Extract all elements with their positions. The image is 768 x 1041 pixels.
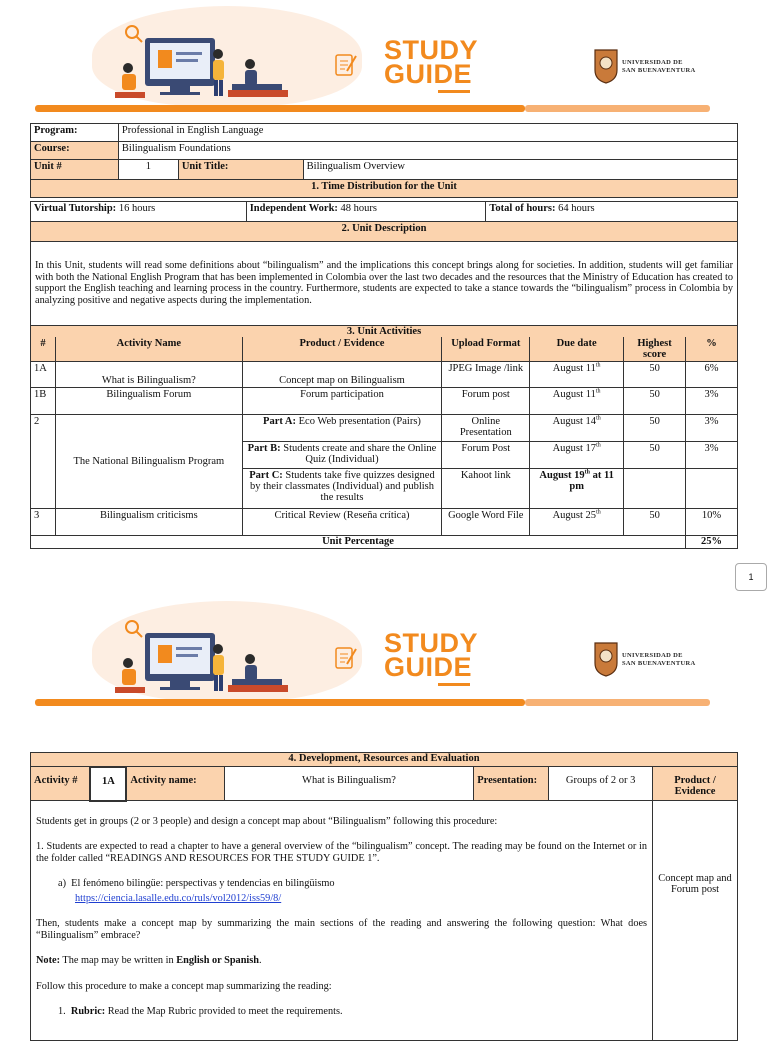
unit-title-label: Unit Title: [178, 160, 303, 180]
activity-score-empty [624, 469, 686, 509]
development-body [31, 801, 653, 1041]
activity-percent: 10% [686, 509, 738, 536]
activity-format: Forum Post [442, 442, 530, 469]
due-date-text: August 14 [552, 416, 597, 427]
activity-product: Forum participation [242, 388, 442, 415]
due-date-text: August 11 [552, 389, 596, 400]
activity-name-value: What is Bilingualism? [224, 767, 474, 801]
study-title: STUDY [384, 628, 479, 658]
activity-percent: 3% [686, 388, 738, 415]
activity-number-value: 1A [90, 767, 126, 801]
activity-percent-empty [686, 469, 738, 509]
table-row [31, 388, 738, 415]
col-header-activity: Activity Name [55, 337, 242, 362]
activity-due [530, 415, 624, 442]
study-illustration-icon [110, 613, 300, 699]
due-date-suffix: th [596, 442, 601, 449]
activity-product-part-a [242, 415, 442, 442]
virtual-tutorship-cell [31, 202, 247, 222]
activity-name: The National Bilingualism Program [55, 415, 242, 509]
col-header-format: Upload Format [442, 337, 530, 362]
program-info-table [30, 123, 738, 198]
col-header-score: Highest score [624, 337, 686, 362]
independent-work-cell [246, 202, 486, 222]
reading-item-marker: a) [58, 878, 66, 889]
part-c-label: Part C: [249, 470, 283, 481]
activity-format: Forum post [442, 388, 530, 415]
due-date-text: August 17 [552, 443, 597, 454]
col-header-product: Product / Evidence [242, 337, 442, 362]
page-header-2 [0, 595, 768, 710]
due-date-suffix: th [584, 469, 590, 476]
page-header [0, 0, 768, 115]
development-heading: 4. Development, Resources and Evaluation [31, 753, 738, 767]
rubric-label: Rubric: [70, 1006, 106, 1017]
title-underline [438, 90, 470, 93]
note-bold: English or Spanish [176, 955, 260, 966]
part-a-text: Eco Web presentation (Pairs) [296, 416, 421, 427]
due-date-suffix: th [596, 415, 601, 422]
note-label: Note: [36, 955, 61, 966]
activity-product-part-c [242, 469, 442, 509]
activity-score: 50 [624, 442, 686, 469]
activity-score: 50 [624, 415, 686, 442]
study-title: STUDY [384, 35, 479, 65]
university-seal-icon [593, 641, 619, 677]
activity-due [530, 362, 624, 388]
part-b-text: Students create and share the Online Quiz (Individual) [280, 443, 437, 465]
development-intro: Students get in groups (2 or 3 people) and design a concept map about “Bilingualism” following this procedure: [36, 815, 498, 827]
activity-product: Concept map on Bilingualism [242, 362, 442, 388]
unit-description-heading: 2. Unit Description [31, 222, 738, 242]
due-date-text: August 25 [552, 510, 597, 521]
virtual-tutorship-label: Virtual Tutorship: [34, 203, 117, 214]
university-seal-icon [593, 48, 619, 84]
col-header-percent: % [686, 337, 738, 362]
activity-name: Bilingualism criticisms [55, 509, 242, 536]
product-evidence-value: Concept map and Forum post [653, 801, 738, 1041]
due-date-suffix: th [595, 362, 601, 369]
independent-work-value: 48 hours [337, 203, 378, 214]
time-distribution-table [30, 201, 738, 326]
program-value: Professional in English Language [118, 124, 737, 142]
activity-format: JPEG Image /link [442, 362, 530, 388]
activity-score: 50 [624, 388, 686, 415]
rubric-text: Read the Map Rubric provided to meet the requirements. [105, 1006, 343, 1017]
due-date-suffix: th [595, 388, 601, 395]
note-end: . [259, 955, 262, 966]
university-name-line2: SAN BUENAVENTURA [622, 660, 696, 667]
part-a-label: Part A: [263, 416, 296, 427]
activity-num: 2 [31, 415, 56, 509]
university-name-line2: SAN BUENAVENTURA [622, 67, 696, 74]
activity-num: 3 [31, 509, 56, 536]
presentation-value: Groups of 2 or 3 [549, 767, 653, 801]
part-b-label: Part B: [247, 443, 281, 454]
study-illustration-icon [110, 18, 300, 104]
activity-score: 50 [624, 362, 686, 388]
guide-title: GUIDE [384, 652, 473, 682]
unit-activities-heading: 3. Unit Activities [31, 326, 738, 338]
activity-due [530, 509, 624, 536]
notebook-pencil-icon [333, 52, 359, 78]
guide-title: GUIDE [384, 59, 473, 89]
activity-num: 1B [31, 388, 56, 415]
development-follow: Follow this procedure to make a concept map summarizing the reading: [36, 980, 332, 992]
page-number: 1 [735, 563, 767, 591]
activity-name-label: Activity name: [126, 767, 224, 801]
development-note [36, 955, 647, 967]
total-hours-cell [486, 202, 738, 222]
notebook-pencil-icon [333, 645, 359, 671]
note-text: The map may be written in [60, 955, 177, 966]
unit-percentage-value: 25% [686, 536, 738, 549]
due-date-text: August 11 [552, 363, 596, 374]
header-bar-light [525, 699, 710, 706]
activity-percent: 6% [686, 362, 738, 388]
development-table [30, 752, 738, 1041]
activity-number-label: Activity # [31, 767, 91, 801]
independent-work-label: Independent Work: [249, 203, 338, 214]
unit-number-value: 1 [118, 160, 178, 180]
table-row [31, 509, 738, 536]
unit-activities-table [30, 325, 738, 549]
total-hours-value: 64 hours [555, 203, 595, 214]
title-underline [438, 683, 470, 686]
activity-format: Kahoot link [442, 469, 530, 509]
activity-due [530, 469, 624, 509]
header-bar-light [525, 105, 710, 112]
unit-number-label: Unit # [31, 160, 119, 180]
university-name-line1: UNIVERSIDAD DE [622, 59, 683, 66]
rubric-item [36, 1006, 647, 1018]
development-step-1: 1. Students are expected to read a chapter to have a general overview of the “bilingualism” concept. The reading may be found on the Internet or in the folder called “READINGS AND RESOURCES FOR THE STUDY GUIDE 1”. [36, 841, 648, 864]
unit-description-text: In this Unit, students will read some definitions about “bilingualism” and the implications this concept brings along for societies. In addition, students will get familiar with both the National English Program that has been implemented in Colombia over the last two decades and the resources that the Ministry of Education has created to support the English teaching and learning process in the country. Furthermore, students are expected to take a stance towards the “bilingualism” process in Colombia by analyzing positive and negative aspects during the implementation. [31, 242, 738, 326]
activity-name: What is Bilingualism? [55, 362, 242, 388]
due-date-text: August 19 [539, 470, 585, 481]
reading-link[interactable]: https://ciencia.lasalle.edu.co/ruls/vol2012/iss59/8/ [75, 892, 282, 904]
reading-item [36, 878, 647, 890]
reading-item-title: El fenómeno bilingüe: perspectivas y tendencias en bilingüismo [71, 878, 335, 889]
program-label: Program: [31, 124, 119, 142]
activity-product-part-b [242, 442, 442, 469]
time-distribution-heading: 1. Time Distribution for the Unit [31, 180, 738, 198]
university-name-line1: UNIVERSIDAD DE [622, 652, 683, 659]
product-evidence-label: Product / Evidence [653, 767, 738, 801]
part-c-text: Students take five quizzes designed by their classmates (Individual) and publish the results [249, 470, 435, 503]
table-row [31, 415, 738, 442]
activity-name: Bilingualism Forum [55, 388, 242, 415]
activity-due [530, 388, 624, 415]
activity-score: 50 [624, 509, 686, 536]
activity-percent: 3% [686, 415, 738, 442]
course-label: Course: [31, 142, 119, 160]
col-header-due: Due date [530, 337, 624, 362]
header-bar-dark [35, 105, 525, 112]
due-date-time: at 11 pm [569, 470, 614, 492]
activity-percent: 3% [686, 442, 738, 469]
course-value: Bilingualism Foundations [118, 142, 737, 160]
header-bar-dark [35, 699, 525, 706]
col-header-num: # [31, 337, 56, 362]
development-then: Then, students make a concept map by summarizing the main sections of the reading and answering the following question: What does “Bilingualism” embrace? [36, 918, 648, 941]
activity-num: 1A [31, 362, 56, 388]
unit-title-value: Bilingualism Overview [303, 160, 737, 180]
activity-format: Online Presentation [442, 415, 530, 442]
rubric-number: 1. [58, 1006, 66, 1017]
due-date-suffix: th [596, 509, 601, 516]
unit-percentage-label: Unit Percentage [31, 536, 686, 549]
activity-due [530, 442, 624, 469]
activity-product: Critical Review (Reseña crítica) [242, 509, 442, 536]
virtual-tutorship-value: 16 hours [116, 203, 156, 214]
total-hours-label: Total of hours: [489, 203, 556, 214]
presentation-label: Presentation: [474, 767, 549, 801]
activity-format: Google Word File [442, 509, 530, 536]
table-row [31, 362, 738, 388]
